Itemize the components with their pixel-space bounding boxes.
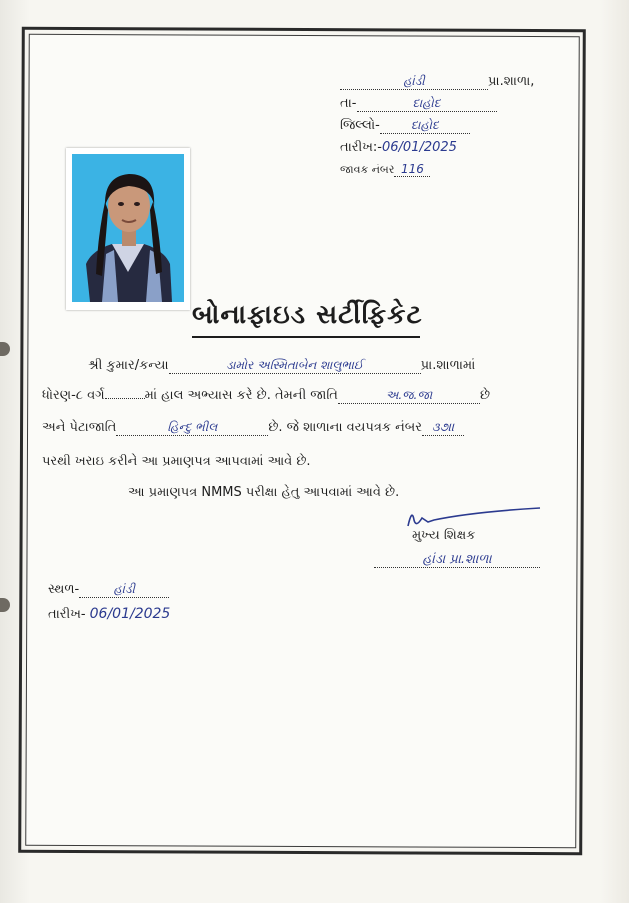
body-line-3 [42, 420, 464, 436]
header-date-line [340, 140, 457, 155]
body-line-4: પરથી ખરાઇ કરીને આ પ્રમાણપત્ર આપવામાં આવે છે. [42, 454, 311, 469]
body-label-register: છે. જે શાળાના વયપત્રક નંબર [268, 420, 422, 435]
date-label: તારીખ:- [340, 140, 382, 155]
header-district-line [340, 118, 470, 134]
signature-school: હાંડા પ્રા.શાળા [374, 552, 540, 568]
footer-place-line [48, 582, 169, 598]
outward-label: જાવક નંબર [340, 163, 395, 176]
body-label-kumar: શ્રી કુમાર/કન્યા [88, 358, 169, 373]
school-suffix: પ્રા.શાળા, [488, 74, 535, 89]
district-label: જિલ્લો- [340, 118, 380, 133]
signature-school-line [374, 552, 540, 568]
header-school-line [340, 74, 534, 90]
student-photo [66, 148, 190, 310]
student-portrait-image [72, 154, 184, 302]
place-label: સ્થળ- [48, 582, 80, 597]
body-label-subcaste: અને પેટાજાતિ [42, 420, 117, 435]
subcaste-value: હિન્દુ ભીલ [116, 420, 268, 436]
body-label-std: ધોરણ-૮ વર્ગ [42, 388, 105, 403]
title-underline [192, 336, 420, 338]
body-label-studying: માં હાલ અભ્યાસ કરે છે. તેમની જાતિ [144, 388, 338, 403]
taluka-value: દાહોદ [357, 96, 497, 112]
taluka-label: તા- [340, 96, 357, 111]
header-taluka-line [340, 96, 497, 112]
body-label-is: છે [479, 388, 490, 403]
footer-date-label: તારીખ- [48, 607, 86, 622]
body-line-1 [88, 358, 475, 374]
certificate-title: બોનાફાઇડ સર્ટીફિકેટ [192, 300, 423, 330]
footer-date-line [48, 606, 170, 622]
header-outward-line [340, 162, 430, 177]
footer-date-value: 06/01/2025 [89, 606, 171, 622]
class-blank [105, 398, 145, 399]
district-value: દાહોદ [380, 118, 470, 134]
register-number-value: ૩૭।। [422, 420, 464, 436]
student-name-value: ડામોર અસ્મિતાબેન શાલુભાઈ [169, 358, 421, 374]
place-value: હાંડી [79, 582, 169, 598]
school-name-value: હાંડી [340, 74, 488, 90]
body-line-2 [42, 388, 490, 404]
signature-role: મુખ્ય શિક્ષક [412, 528, 476, 543]
outward-value: 116 [394, 162, 430, 177]
body-line-5: આ પ્રમાણપત્ર NMMS પરીક્ષા હેતુ આપવામાં આવે છે. [128, 485, 400, 500]
date-value: 06/01/2025 [382, 140, 457, 155]
caste-value: અ.જ.જા [338, 388, 480, 404]
body-label-school: પ્રા.શાળામાં [420, 358, 476, 373]
